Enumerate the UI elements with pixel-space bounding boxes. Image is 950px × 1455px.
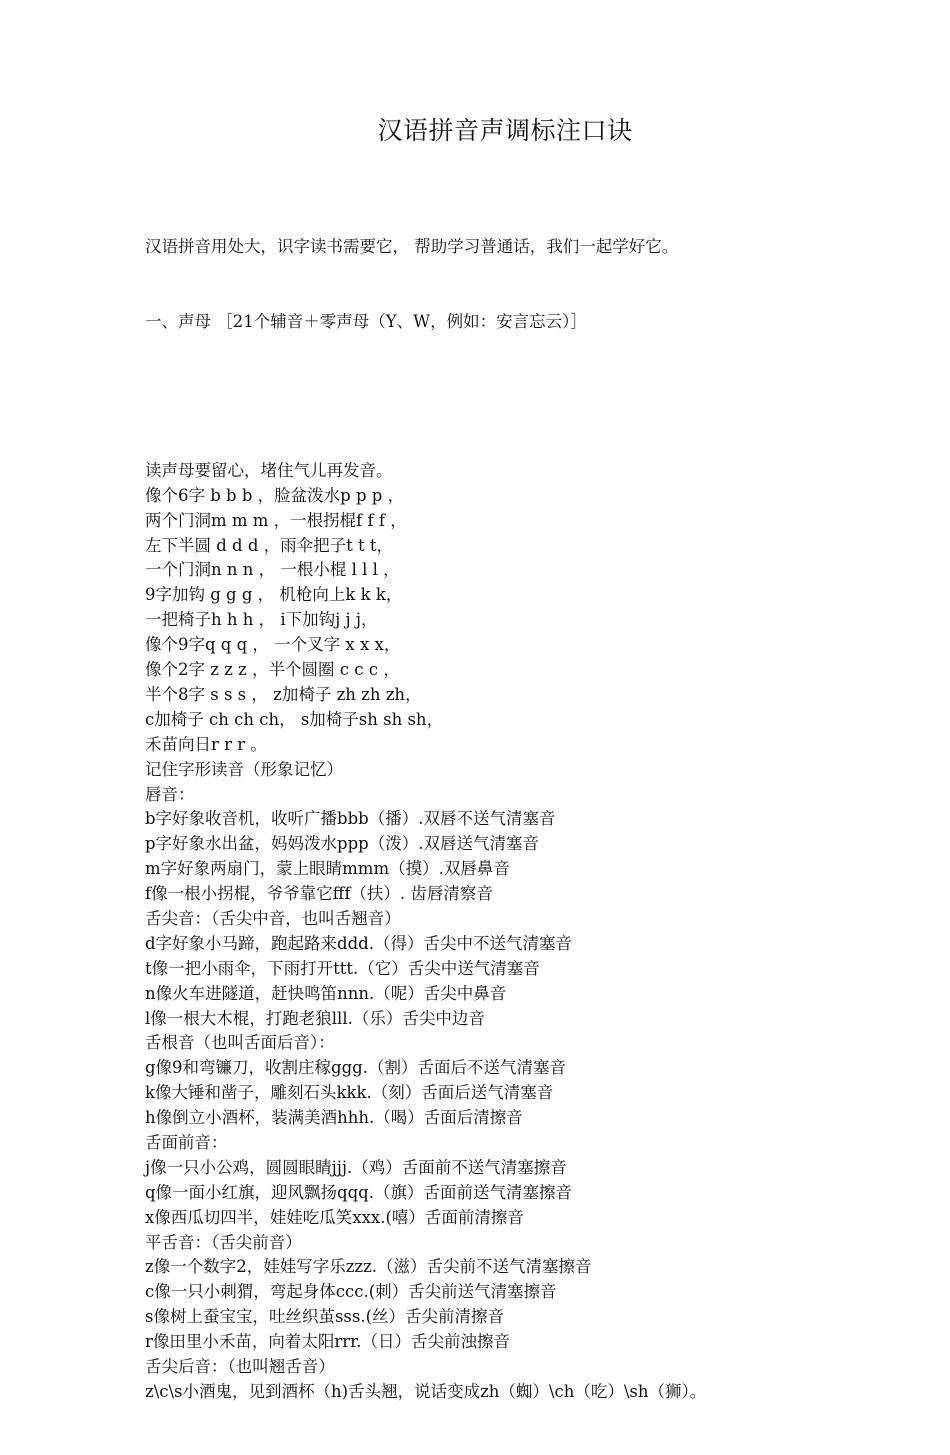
text-line: s像树上蚕宝宝，吐丝织茧sss.(丝）舌尖前清擦音 <box>145 1307 505 1327</box>
text-line: l像一根大木棍，打跑老狼lll.（乐）舌尖中边音 <box>145 1008 485 1028</box>
text-line: 舌根音（也叫舌面后音）： <box>145 1033 335 1053</box>
text-line: 舌面前音： <box>145 1132 228 1152</box>
text-line: g像9和弯镰刀，收割庄稼ggg.（割）舌面后不送气清塞音 <box>145 1058 566 1078</box>
blank-line <box>145 384 935 409</box>
text-line: m字好象两扇门，蒙上眼睛mmm（摸）.双唇鼻音 <box>145 859 510 879</box>
text-line: c像一只小刺猬，弯起身体ccc.(刺）舌尖前送气清塞擦音 <box>145 1282 557 1302</box>
text-line: 两个门洞m m m ，一根拐棍f f f ， <box>145 510 407 530</box>
text-line: 一个门洞n n n ， 一根小棍 l l l ， <box>145 560 400 580</box>
text-line: 平舌音：（舌尖前音） <box>145 1232 302 1252</box>
text-line: 半个8字 s s s ， z加椅子 zh zh zh， <box>145 684 422 704</box>
text-line: 舌尖后音：（也叫翘舌音） <box>145 1356 335 1376</box>
text-line: h像倒立小酒杯，装满美酒hhh.（喝）舌面后清擦音 <box>145 1108 523 1128</box>
verse-lines <box>145 459 935 1405</box>
text-line: r像田里小禾苗，向着太阳rrr.（日）舌尖前浊擦音 <box>145 1332 510 1352</box>
text-line: k像大锤和凿子，雕刻石头kkk.（刻）舌面后送气清塞音 <box>145 1083 554 1103</box>
text-line: b字好象收音机，收听广播bbb（播）.双唇不送气清塞音 <box>145 809 556 829</box>
text-line: 像个9字q q q ， 一个叉字 x x x， <box>145 635 401 655</box>
text-line: q像一面小红旗，迎风飘扬qqq.（旗）舌面前送气清塞擦音 <box>145 1182 572 1202</box>
text-line: 记住字形读音（形象记忆） <box>145 759 343 779</box>
text-line: p字好象水出盆，妈妈泼水ppp（泼）.双唇送气清塞音 <box>145 834 539 854</box>
text-line: 读声母要留心，堵住气儿再发音。 <box>145 460 393 480</box>
text-line: 左下半圆 d d d ，雨伞把子t t t， <box>145 535 394 555</box>
text-line: j像一只小公鸡，圆圆眼睛jjj.（鸡）舌面前不送气清塞擦音 <box>145 1157 567 1177</box>
text-line: z像一个数字2，娃娃写字乐zzz.（滋）舌尖前不送气清塞擦音 <box>145 1257 592 1277</box>
text-line: x像西瓜切四半，娃娃吃瓜笑xxx.(嘻）舌面前清擦音 <box>145 1207 524 1227</box>
text-line: 禾苗向日r r r 。 <box>145 734 267 754</box>
text-line: 一把椅子h h h ， i下加钩j j j， <box>145 610 378 630</box>
document-title: 汉语拼音声调标注口诀 <box>377 116 633 145</box>
text-line: 9字加钩 g g g ， 机枪向上k k k， <box>145 585 403 605</box>
text-line: 像个6字 b b b ，脸盆泼水p p p ， <box>145 485 405 505</box>
text-line: t像一把小雨伞，下雨打开ttt.（它）舌尖中送气清塞音 <box>145 958 540 978</box>
text-line: n像火车进隧道，赶快鸣笛nnn.（呢）舌尖中鼻音 <box>145 983 507 1003</box>
text-line: d字好象小马蹄，跑起路来ddd.（得）舌尖中不送气清塞音 <box>145 933 572 953</box>
text-line: c加椅子 ch ch ch， s加椅子sh sh sh， <box>145 709 444 729</box>
text-line: z\c\s小酒鬼，见到酒杯（h)舌头翘，说话变成zh（蜘）\ch（吃）\sh（狮）。 <box>145 1381 707 1401</box>
text-line: 舌尖音：（舌尖中音，也叫舌翘音） <box>145 908 401 928</box>
text-line: 唇音： <box>145 784 195 804</box>
intro-line: 汉语拼音用处大，识字读书需要它， 帮助学习普通话，我们一起学好它。 <box>145 236 679 256</box>
intro-line: 一、声母 ［21个辅音＋零声母（Y、W，例如：安言忘云）］ <box>145 311 587 331</box>
text-line: f像一根小拐棍，爷爷靠它fff（扶）. 齿唇清察音 <box>145 884 493 904</box>
document-body <box>145 185 935 1455</box>
text-line: 像个2字 z z z ，半个圆圈 c c c ， <box>145 660 400 680</box>
